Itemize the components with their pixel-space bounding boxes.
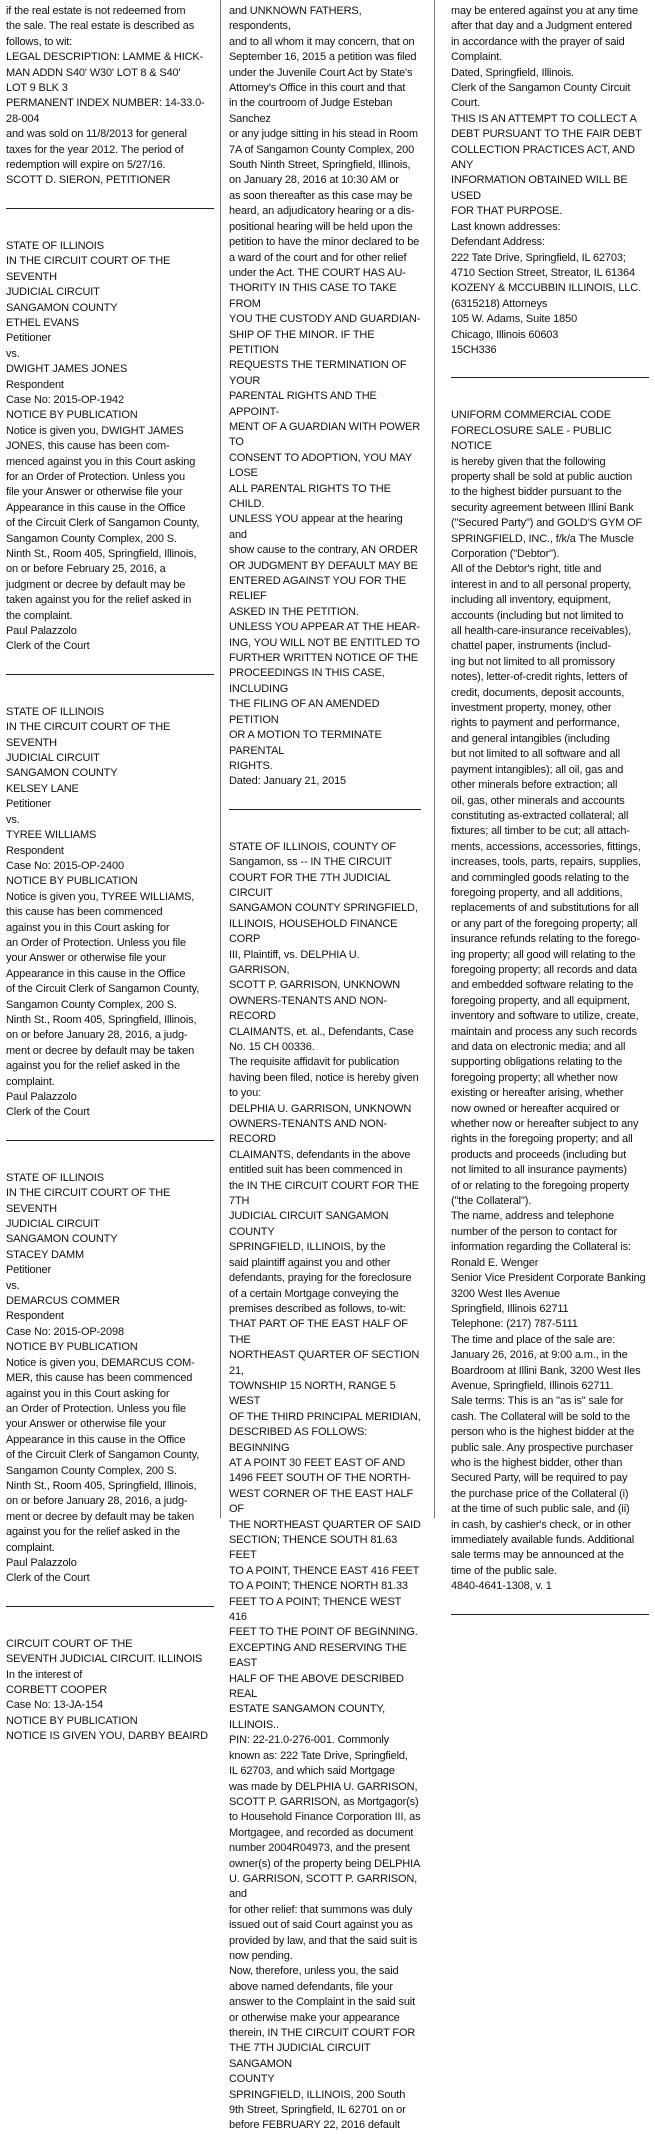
notice-separator	[451, 377, 649, 378]
column-2	[229, 4, 421, 2134]
notice-text: STATE OF ILLINOIS, COUNTY OF Sangamon, ss -- IN THE CIRCUIT COURT FOR THE 7TH JUDICIAL CIRCUIT SANGAMON COUNTY SPRINGFIELD, ILLINOIS, HOUSEHOLD FINANCE CORP III, Plaintiff, vs. DELPHIA U. GARRISON, SCOTT P. GARRISON, UNKNOWN OWNERS-TENANTS AND NON-RECORD CLAIMANTS, et. al., Defendants, Case No. 15 CH 00336. The requisite affidavit for publication having been filed, notice is hereby given to you: DELPHIA U. GARRISON, UNKNOWN OWNERS-TENANTS AND NON-RECORD CLAIMANTS, defendants in the above entitled suit has been commenced in the IN THE CIRCUIT COURT FOR THE 7TH JUDICIAL CIRCUIT SANGAMON COUNTY SPRINGFIELD, ILLINOIS, by the said plaintiff against you and other defendants, praying for the foreclosure of a certain Mortgage conveying the premises described as follows, to-wit: THAT PART OF THE EAST HALF OF THE NORTHEAST QUARTER OF SECTION 21, TOWNSHIP 15 NORTH, RANGE 5 WEST OF THE THIRD PRINCIPAL MERIDIAN, DESCRIBED AS FOLLOWS: BEGINNING AT A POINT 30 FEET EAST OF AND 1496 FEET SOUTH OF THE NORTH- WEST CORNER OF THE EAST HALF OF THE NORTHEAST QUARTER OF SAID SECTION; THENCE SOUTH 81.63 FEET TO A POINT, THENCE EAST 416 FEET TO A POINT; THENCE NORTH 81.33 FEET TO A POINT; THENCE WEST 416 FEET TO THE POINT OF BEGINNING. EXCEPTING AND RESERVING THE EAST HALF OF THE ABOVE DESCRIBED REAL ESTATE SANGAMON COUNTY, ILLINOIS.. PIN: 22-21.0-276-001. Commonly known as: 222 Tate Drive, Springfield, IL 62703, and which said Mortgage was made by DELPHIA U. GARRISON, SCOTT P. GARRISON, as Mortgagor(s) to Household Finance Corporation III, as Mortgagee, and recorded as document number 2004R04973, and the present owner(s) of the property being DELPHIA U. GARRISON, SCOTT P. GARRISON, and for other relief: that summons was duly issued out of said Court against you as provided by law, and that the said suit is now pending. Now, therefore, unless you, the said above named defendants, file your answer to the Complaint in the said suit or otherwise make your appearance therein, IN THE CIRCUIT COURT FOR THE 7TH JUDICIAL CIRCUIT SANGAMON COUNTY SPRINGFIELD, ILLINOIS, 200 South 9th Street, Springfield, IL 62701 on or before FEBRUARY 22, 2016 default	[229, 840, 421, 2132]
notice-cooper-juvenile-continued	[229, 4, 421, 790]
notice-garrison-foreclosure	[229, 840, 421, 2134]
notice-separator	[6, 674, 214, 675]
column-3	[451, 4, 649, 1645]
notice-damm-v-commer	[6, 1171, 214, 1587]
notice-text: UNIFORM COMMERCIAL CODE FORECLOSURE SALE - PUBLIC NOTICE is hereby given that the following property shall be sold at public auction to the highest bidder pursuant to the security agreement between Illini Bank ("Secured Party") and GOLD'S GYM OF SPRINGFIELD, INC., f/k/a The Muscle Corporation ("Debtor"). All of the Debtor's right, title and interest in and to all personal property, including all inventory, equipment, accounts (including but not limited to all health-care-insurance receivables), chattel paper, instruments (includ- ing but not limited to all promissory notes), letter-of-credit rights, letters of credit, documents, deposit accounts, investment property, money, other rights to payment and performance, and general intangibles (including but not limited to all software and all payment intangibles); all oil, gas and other minerals before extraction; all oil, gas, other minerals and accounts constituting as-extracted collateral; all fixtures; all timber to be cut; all attach- ments, accessions, accessories, fittings, increases, tools, parts, repairs, supplies, and commingled goods relating to the foregoing property, and all additions, replacements of and substitutions for all or any part of the foregoing property; all insurance refunds relating to the forego- ing property; all good will relating to the foregoing property; all records and data and embedded software relating to the foregoing property, and all equipment, inventory and software to utilize, create, maintain and process any such records and data on electronic media; and all supporting obligations relating to the foregoing property; all whether now existing or hereafter arising, whether now owned or hereafter acquired or whether now or hereafter subject to any rights in the foregoing property; and all products and proceeds (including but not limited to all insurance payments) of or relating to the foregoing property ("the Collateral"). The name, address and telephone number of the person to contact for information regarding the Collateral is: Ronald E. Wenger Senior Vice President Corporate Banking 3200 West Iles Avenue Springfield, Illinois 62711 Telephone: (217) 787-5111 The time and place of the sale are: January 26, 2016, at 9:00 a.m., in the Boardroom at Illini Bank, 3200 West Iles Avenue, Springfield, Illinois 62711. Sale terms: This is an "as is" sale for cash. The Collateral will be sold to the person who is the highest bidder at the public sale. Any prospective purchaser who is the highest bidder, other than Secured Party, will be required to pay the purchase price of the Collateral (i) at the time of such public sale, and (ii) in cash, by cashier's check, or in other immediately available funds. Additional sale terms may be announced at the time of the public sale. 4840-4641-1308, v. 1	[451, 409, 646, 1593]
notice-separator	[451, 1614, 649, 1615]
notice-text: STATE OF ILLINOIS IN THE CIRCUIT COURT OF THE SEVENTH JUDICIAL CIRCUIT SANGAMON COUNTY ETHEL EVANS Petitioner vs. DWIGHT JAMES JONES Respondent Case No: 2015-OP-1942 NOTICE BY PUBLICATION Notice is given you, DWIGHT JAMES JONES, this cause has been com- menced against you in this Court asking for an Order of Protection. Unless you file your Answer or otherwise file your Appearance in this cause in the Office of the Circuit Clerk of Sangamon County, Sangamon County Complex, 200 S. Ninth St., Room 405, Springfield, Illinois, on or before February 25, 2016, a judgment or decree by default may be taken against you for the relief asked in the complaint. Paul Palazzolo Clerk of the Court	[6, 239, 200, 653]
notice-tax-redemption	[6, 4, 214, 189]
notice-text: STATE OF ILLINOIS IN THE CIRCUIT COURT OF THE SEVENTH JUDICIAL CIRCUIT SANGAMON COUNTY STACEY DAMM Petitioner vs. DEMARCUS COMMER Respondent Case No: 2015-OP-2098 NOTICE BY PUBLICATION Notice is given you, DEMARCUS COM- MER, this cause has been commenced against you in this Court asking for an Order of Protection. Unless you file your Answer or otherwise file your Appearance in this cause in the Office of the Circuit Clerk of Sangamon County, Sangamon County Complex, 200 S. Ninth St., Room 405, Springfield, Illinois, on or before January 28, 2016, a judg- ment or decree by default may be taken against you for the relief asked in the complaint. Paul Palazzolo Clerk of the Court	[6, 1171, 200, 1585]
notice-text: may be entered against you at any time after that day and a Judgment entered in accordance with the prayer of said Complaint. Dated, Springfield, Illinois. Clerk of the Sangamon County Circuit Court. THIS IS AN ATTEMPT TO COLLECT A DEBT PURSUANT TO THE FAIR DEBT COLLECTION PRACTICES ACT, AND ANY INFORMATION OBTAINED WILL BE USED FOR THAT PURPOSE. Last known addresses: Defendant Address: 222 Tate Drive, Springfield, IL 62703; 4710 Section Street, Streator, IL 61364 KOZENY & MCCUBBIN ILLINOIS, LLC. (6315218) Attorneys 105 W. Adams, Suite 1850 Chicago, Illinois 60603 15CH336	[451, 5, 642, 356]
notice-cooper-juvenile	[6, 1637, 214, 1745]
notice-text: if the real estate is not redeemed from the sale. The real estate is described as follows, to wit: LEGAL DESCRIPTION: LAMME & HICK- MAN ADDN S40' W30' LOT 8 & S40' LOT 9 BLK 3 PERMANENT INDEX NUMBER: 14-33.0- 28-004 and was sold on 11/8/2013 for general taxes for the year 2012. The period of redemption will expire on 5/27/16. SCOTT D. SIERON, PETITIONER	[6, 5, 205, 187]
notice-separator	[229, 809, 421, 810]
notice-text: STATE OF ILLINOIS IN THE CIRCUIT COURT OF THE SEVENTH JUDICIAL CIRCUIT SANGAMON COUNTY KELSEY LANE Petitioner vs. TYREE WILLIAMS Respondent Case No: 2015-OP-2400 NOTICE BY PUBLICATION Notice is given you, TYREE WILLIAMS, this cause has been commenced against you in this Court asking for an Order of Protection. Unless you file your Answer or otherwise file your Appearance in this cause in the Office of the Circuit Clerk of Sangamon County, Sangamon County Complex, 200 S. Ninth St., Room 405, Springfield, Illinois, on or before January 28, 2016, a judg- ment or decree by default may be taken against you for the relief asked in the complaint. Paul Palazzolo Clerk of the Court	[6, 705, 200, 1119]
column-1	[6, 4, 214, 1745]
notice-separator	[6, 1140, 214, 1141]
notice-text: and UNKNOWN FATHERS, respondents, and to all whom it may concern, that on September 16, 2015 a petition was filed under the Juvenile Court Act by State's Attorney's Office in this court and that in the courtroom of Judge Esteban Sanchez or any judge sitting in his stead in Room 7A of Sangamon County Complex, 200 South Ninth Street, Springfield, Illinois, on January 28, 2016 at 10:30 AM or as soon thereafter as this case may be heard, an adjudicatory hearing or a dis- positional hearing will be held upon the petition to have the minor declared to be a ward of the court and for other relief under the Act. THE COURT HAS AU- THORITY IN THIS CASE TO TAKE FROM YOU THE CUSTODY AND GUARDIAN- SHIP OF THE MINOR. IF THE PETITION REQUESTS THE TERMINATION OF YOUR PARENTAL RIGHTS AND THE APPOINT- MENT OF A GUARDIAN WITH POWER TO CONSENT TO ADOPTION, YOU MAY LOSE ALL PARENTAL RIGHTS TO THE CHILD. UNLESS YOU appear at the hearing and show cause to the contrary, AN ORDER OR JUDGMENT BY DEFAULT MAY BE ENTERED AGAINST YOU FOR THE RELIEF ASKED IN THE PETITION. UNLESS YOU APPEAR AT THE HEAR- ING, YOU WILL NOT BE ENTITLED TO FURTHER WRITTEN NOTICE OF THE PROCEEDINGS IN THIS CASE, INCLUDING THE FILING OF AN AMENDED PETITION OR A MOTION TO TERMINATE PARENTAL RIGHTS. Dated: January 21, 2015	[229, 5, 421, 788]
notice-evans-v-jones	[6, 239, 214, 655]
column-divider	[434, 0, 435, 1518]
notice-garrison-foreclosure-continued	[451, 4, 649, 358]
notice-separator	[6, 208, 214, 209]
notice-separator	[6, 1606, 214, 1607]
notice-ucc-foreclosure-sale	[451, 408, 649, 1594]
notice-text: CIRCUIT COURT OF THE SEVENTH JUDICIAL CIRCUIT. ILLINOIS In the interest of CORBETT COOPER Case No: 13-JA-154 NOTICE BY PUBLICATION NOTICE IS GIVEN YOU, DARBY BEAIRD	[6, 1637, 208, 1743]
notice-lane-v-williams	[6, 705, 214, 1121]
column-divider	[220, 0, 221, 1518]
